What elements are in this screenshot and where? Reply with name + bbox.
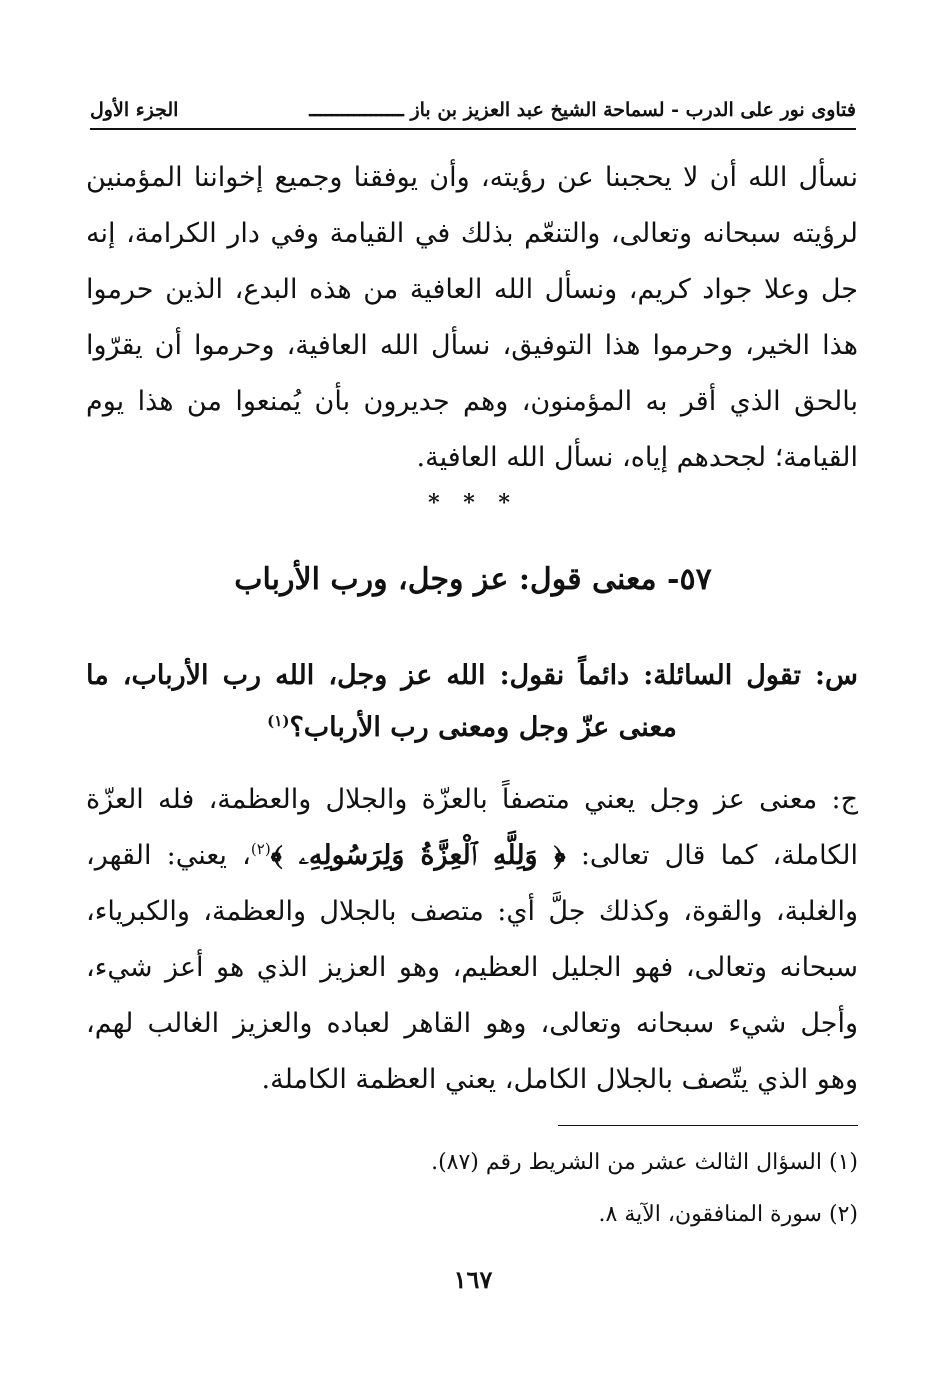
question-text: س: تقول السائلة: دائماً نقول: الله عز وجل، الله رب الأرباب، ما معنى عزّ وجل ومعنى رب الأرباب؟	[86, 660, 858, 743]
section-separator: * * *	[428, 490, 518, 516]
footnote-divider	[558, 1125, 858, 1126]
intro-paragraph: نسأل الله أن لا يحجبنا عن رؤيته، وأن يوفقنا وجميع إخواننا المؤمنين لرؤيته سبحانه وتعالى، والتنعّم بذلك في القيامة وفي دار الكرامة، إنه جل وعلا جواد كريم، ونسأل الله العافية من هذه البدع، الذين حرموا هذا الخير، وحرموا هذا التوفيق، نسأل الله العافية، وحرموا أن يقرّوا بالحق الذي أقر به المؤمنون، وهم جديرون بأن يُمنعوا من هذا يوم القيامة؛ لجحدهم إياه، نسأل الله العافية.	[86, 162, 858, 473]
footnote-ref-2: (٢)	[250, 840, 271, 858]
volume-label: الجزء الأول	[90, 99, 179, 121]
answer-text-start: ج: معنى عز وجل يعني متصفاً بالعزّة والجلال والعظمة، فله العزّة الكاملة، كما قال تعالى:	[86, 784, 858, 871]
page-number: ١٦٧	[453, 1265, 493, 1294]
running-header	[90, 92, 856, 130]
section-heading: ٥٧- معنى قول: عز وجل، ورب الأرباب	[234, 562, 712, 597]
question-paragraph	[86, 650, 858, 754]
answer-paragraph	[86, 772, 858, 1108]
series-title: فتاوى نور على الدرب - لسماحة الشيخ عبد العزيز بن باز ـــــــــــــــــ	[309, 99, 856, 121]
quran-verse: ﴿ وَلِلَّهِ ٱلْعِزَّةُ وَلِرَسُولِهِۦ ﴾	[270, 840, 566, 871]
footnote-item: (٢) سورة المنافقون، الآية ٨.	[598, 1202, 858, 1227]
footnote-item: (١) السؤال الثالث عشر من الشريط رقم (٨٧).	[431, 1150, 858, 1175]
footnote-ref-1: (١)	[267, 712, 290, 730]
answer-text-end: ، يعني: القهر، والغلبة، والقوة، وكذلك جلَّ أي: متصف بالجلال والعظمة، والكبرياء، سبحانه وتعالى، فهو الجليل العظيم، وهو العزيز الذي هو أعز شيء، وأجل شيء سبحانه وتعالى، وهو القاهر لعباده والعزيز الغالب لهم، وهو الذي يتّصف بالجلال الكامل، يعني العظمة الكاملة.	[86, 840, 858, 1095]
footnotes	[86, 1137, 858, 1241]
